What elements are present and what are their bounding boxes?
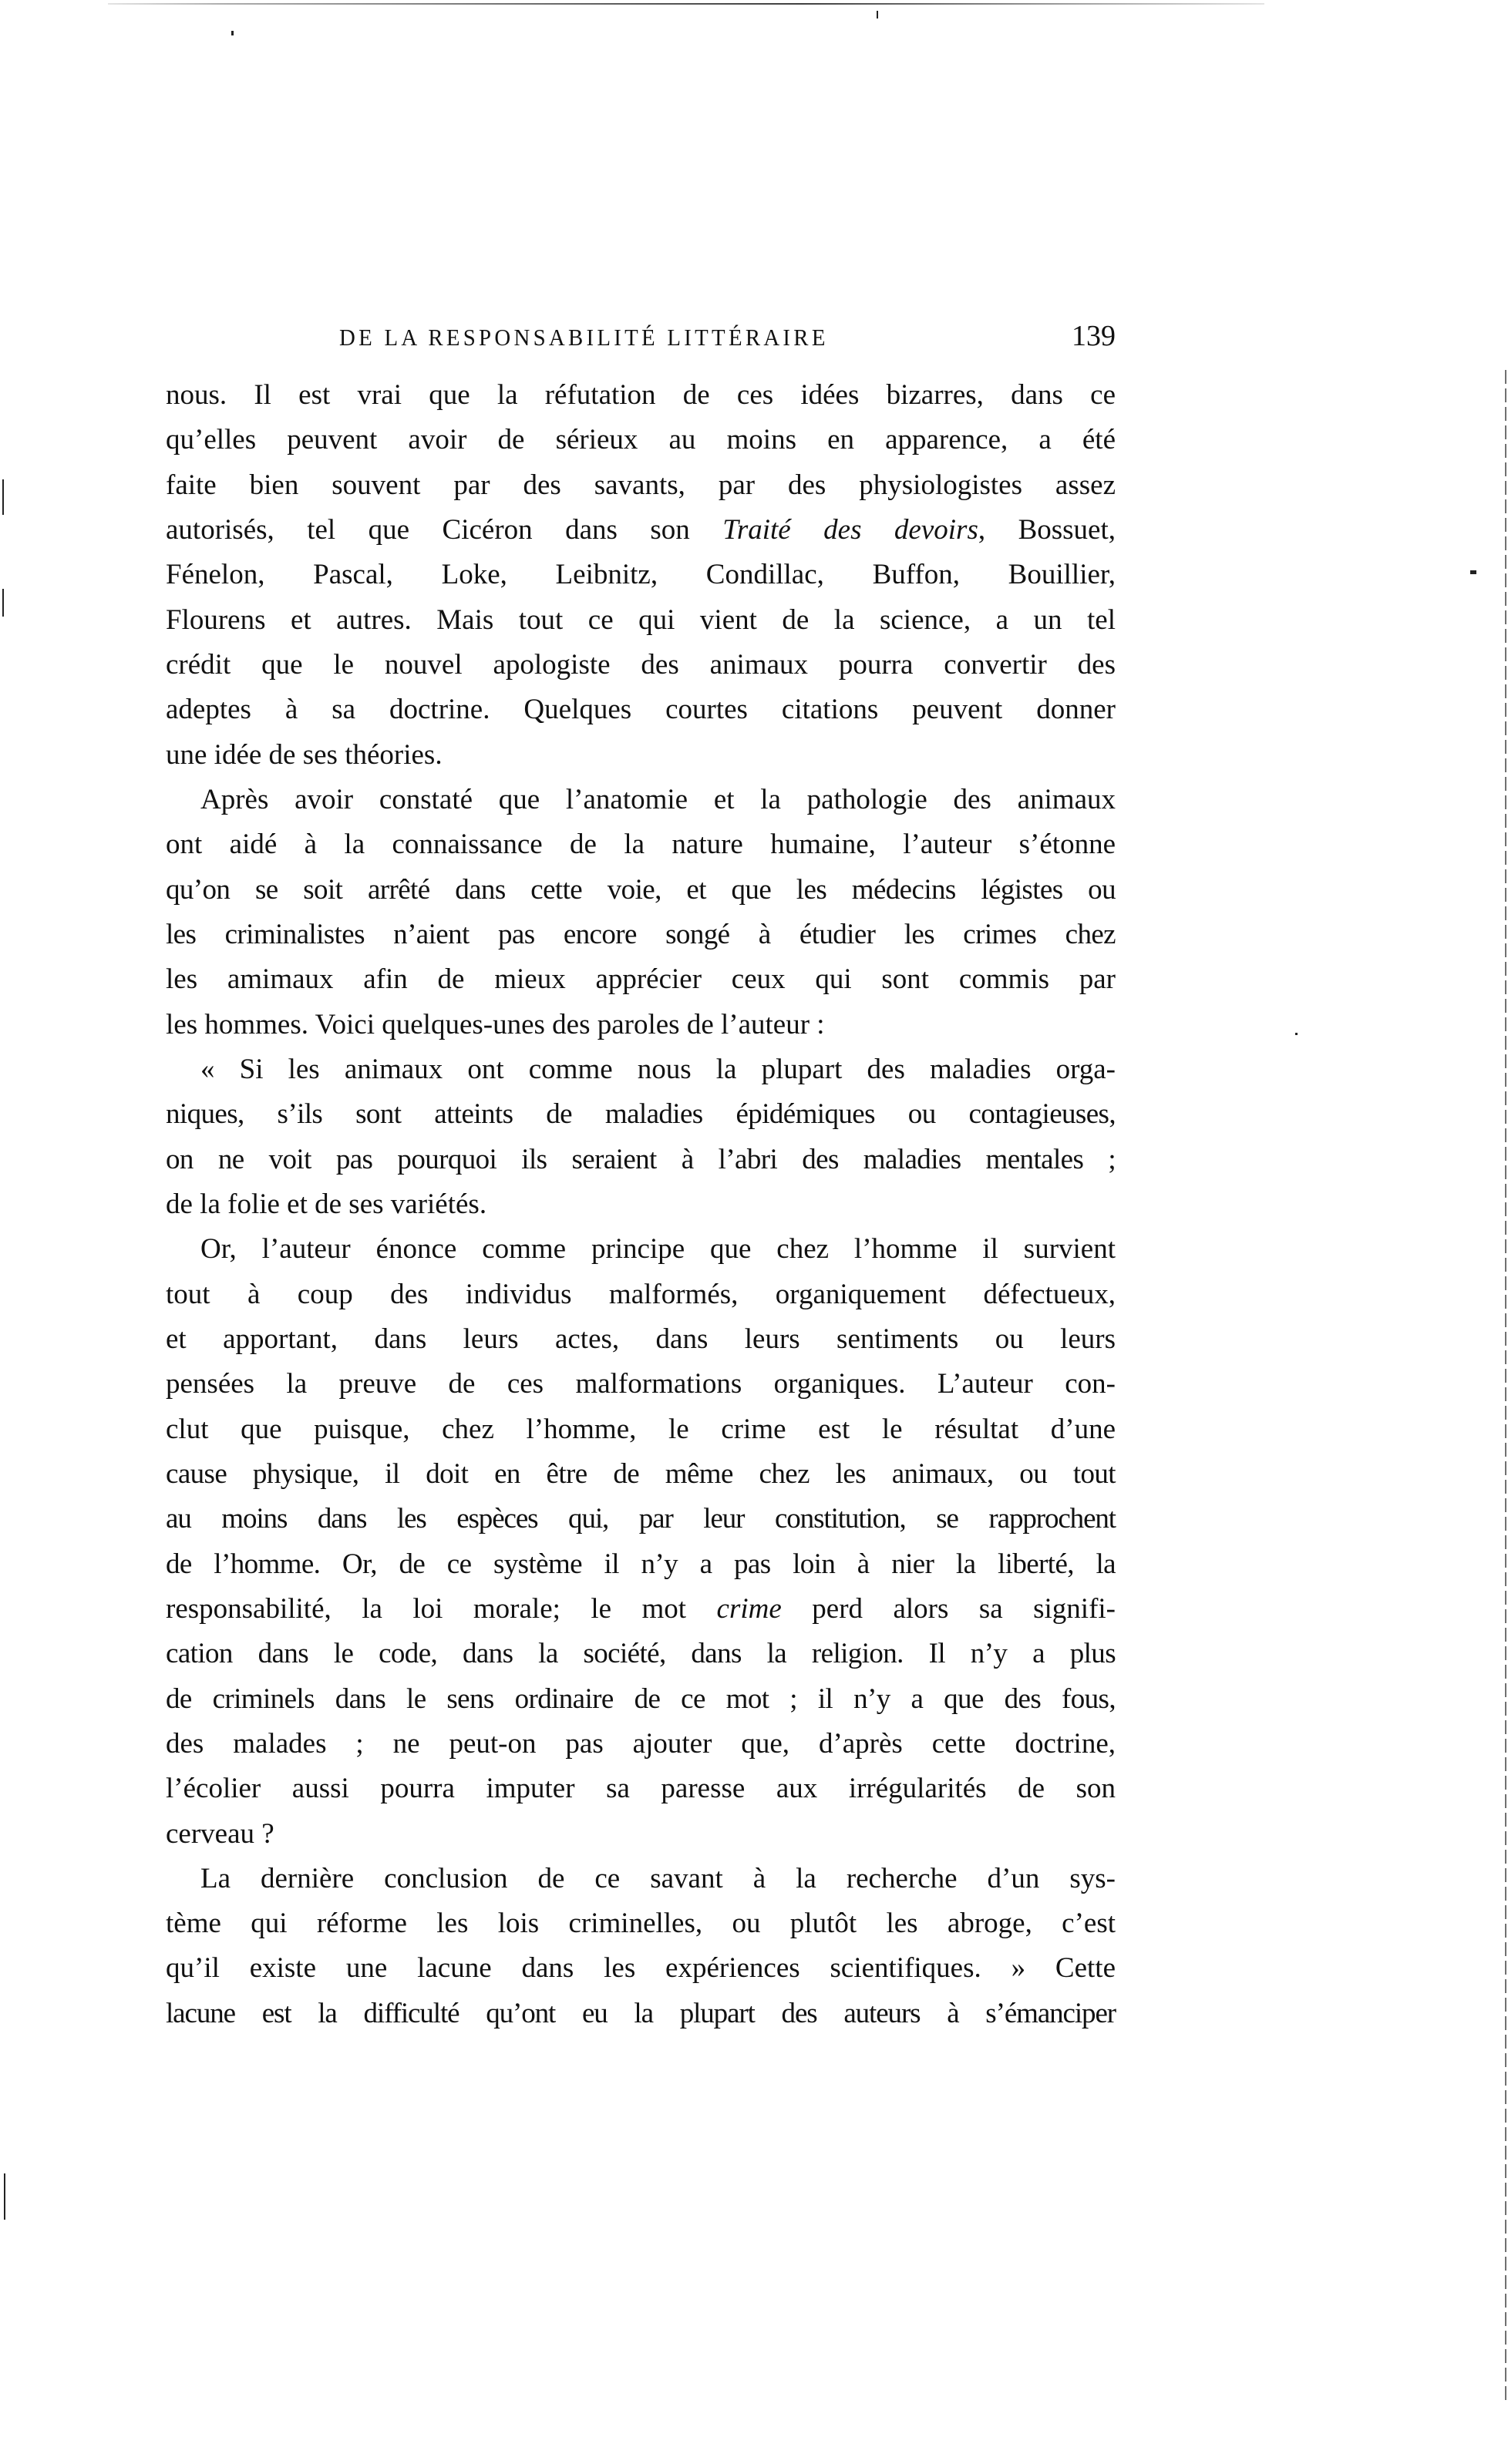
book-title-italic: Traité des devoirs bbox=[722, 513, 978, 546]
text-line: nous. Il est vrai que la réfutation de ces idées bizarres, dans ce bbox=[166, 379, 1116, 411]
scan-speck bbox=[231, 31, 234, 35]
running-head bbox=[166, 318, 1116, 356]
text-line: Après avoir constaté que l’anatomie et la pathologie des animaux bbox=[200, 783, 1116, 815]
scan-speck bbox=[1295, 1033, 1298, 1035]
text-line: les amimaux afin de mieux apprécier ceux qui sont commis par bbox=[166, 963, 1116, 996]
text-line: les hommes. Voici quelques-unes des paroles de l’auteur : bbox=[166, 1008, 825, 1040]
text-line: crédit que le nouvel apologiste des animaux pourra convertir des bbox=[166, 648, 1116, 681]
text-run: responsabilité, la loi morale; le mot bbox=[166, 1592, 687, 1625]
text-line: les criminalistes n’aient pas encore songé à étudier les crimes chez bbox=[166, 918, 1116, 950]
scan-artifact-mark bbox=[2, 589, 4, 617]
paragraph bbox=[166, 1227, 1116, 1857]
text-run: , Bossuet, bbox=[978, 513, 1116, 546]
running-head-title: DE LA RESPONSABILITÉ LITTÉRAIRE bbox=[339, 324, 829, 351]
italic-word: crime bbox=[716, 1592, 782, 1625]
text-line: de criminels dans le sens ordinaire de ce mot ; il n’y a que des fous, bbox=[166, 1682, 1116, 1715]
page-number: 139 bbox=[1072, 320, 1116, 352]
text-line: lacune est la difficulté qu’ont eu la plupart des auteurs à s’émanciper bbox=[166, 1997, 1116, 2029]
text-line bbox=[166, 1587, 1116, 1632]
text-line: faite bien souvent par des savants, par des physiologistes assez bbox=[166, 469, 1116, 501]
scan-top-edge-rule bbox=[108, 3, 1264, 5]
text-line: Flourens et autres. Mais tout ce qui vient de la science, a un tel bbox=[166, 603, 1116, 636]
scan-artifact-mark bbox=[2, 479, 4, 515]
text-line: Fénelon, Pascal, Loke, Leibnitz, Condillac, Buffon, Bouillier, bbox=[166, 559, 1116, 591]
text-line: « Si les animaux ont comme nous la plupart des maladies orga- bbox=[200, 1053, 1116, 1085]
text-run: autorisés, tel que Cicéron dans son bbox=[166, 513, 690, 546]
text-line: cation dans le code, dans la société, dans la religion. Il n’y a plus bbox=[166, 1638, 1116, 1670]
text-line: de la folie et de ses variétés. bbox=[166, 1188, 487, 1220]
text-line: de l’homme. Or, de ce système il n’y a pas loin à nier la liberté, la bbox=[166, 1548, 1116, 1580]
text-line: tème qui réforme les lois criminelles, ou plutôt les abroge, c’est bbox=[166, 1908, 1116, 1940]
scan-right-edge-line bbox=[1505, 370, 1506, 2405]
text-line: niques, s’ils sont atteints de maladies épidémiques ou contagieuses, bbox=[166, 1098, 1116, 1131]
text-line: cerveau ? bbox=[166, 1817, 274, 1850]
text-line: des malades ; ne peut-on pas ajouter que, d’après cette doctrine, bbox=[166, 1727, 1116, 1760]
text-line: qu’elles peuvent avoir de sérieux au moins en apparence, a été bbox=[166, 424, 1116, 456]
scan-speck bbox=[1470, 570, 1476, 574]
text-line: au moins dans les espèces qui, par leur constitution, se rapprochent bbox=[166, 1503, 1116, 1535]
text-line: une idée de ses théories. bbox=[166, 738, 443, 771]
scan-artifact-mark bbox=[4, 2173, 5, 2220]
text-line: cause physique, il doit en être de même chez les animaux, ou tout bbox=[166, 1457, 1116, 1490]
paragraph bbox=[166, 1857, 1116, 2036]
scan-speck bbox=[877, 11, 878, 18]
text-line: Or, l’auteur énonce comme principe que chez l’homme il survient bbox=[200, 1233, 1116, 1266]
text-line: adeptes à sa doctrine. Quelques courtes citations peuvent donner bbox=[166, 694, 1116, 726]
text-line: qu’on se soit arrêté dans cette voie, et que les médecins légistes ou bbox=[166, 873, 1116, 906]
text-line: qu’il existe une lacune dans les expériences scientifiques. » Cette bbox=[166, 1952, 1116, 1985]
text-line bbox=[166, 508, 1116, 553]
paragraph bbox=[166, 778, 1116, 1047]
paragraph-quotation bbox=[166, 1047, 1116, 1227]
text-run: perd alors sa signifi- bbox=[812, 1592, 1116, 1625]
text-line: clut que puisque, chez l’homme, le crime est le résultat d’une bbox=[166, 1413, 1116, 1445]
text-line: La dernière conclusion de ce savant à la recherche d’un sys- bbox=[200, 1862, 1116, 1894]
text-line: ont aidé à la connaissance de la nature humaine, l’auteur s’étonne bbox=[166, 829, 1116, 861]
text-line: l’écolier aussi pourra imputer sa paresse aux irrégularités de son bbox=[166, 1773, 1116, 1805]
text-line: et apportant, dans leurs actes, dans leurs sentiments ou leurs bbox=[166, 1323, 1116, 1355]
text-line: tout à coup des individus malformés, organiquement défectueux, bbox=[166, 1278, 1116, 1310]
body-text bbox=[166, 373, 1116, 2036]
paragraph bbox=[166, 373, 1116, 778]
text-line: on ne voit pas pourquoi ils seraient à l’abri des maladies mentales ; bbox=[166, 1143, 1116, 1175]
text-line: pensées la preuve de ces malformations organiques. L’auteur con- bbox=[166, 1368, 1116, 1400]
